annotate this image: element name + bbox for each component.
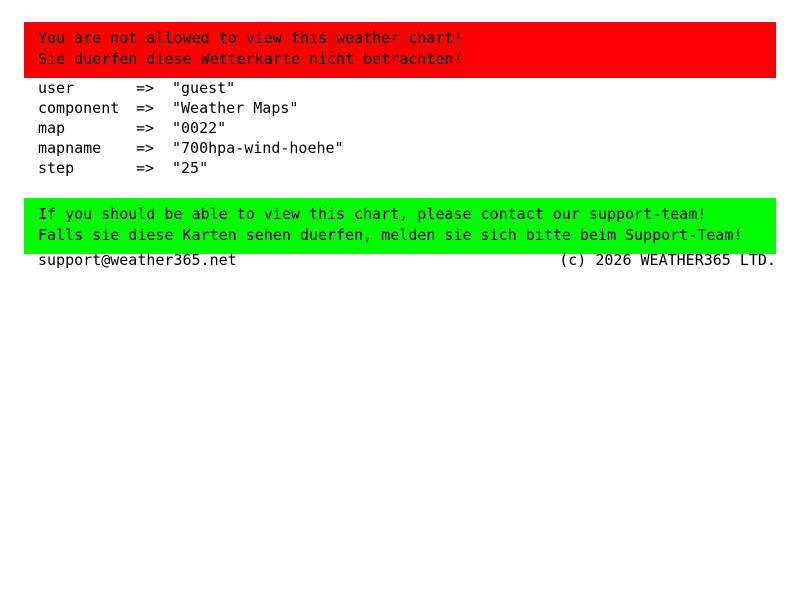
- error-banner-line-de: Sie duerfen diese Wetterkarte nicht betrachten!: [38, 50, 463, 68]
- param-key: mapname: [38, 139, 102, 157]
- param-value: "0022": [172, 119, 227, 137]
- param-arrow: =>: [136, 159, 155, 177]
- parameter-list: [38, 78, 344, 178]
- param-key: component: [38, 99, 120, 117]
- error-banner-line-en: You are not allowed to view this weather chart!: [38, 29, 463, 47]
- param-key: user: [38, 79, 75, 97]
- support-banner-line-en: If you should be able to view this chart, please contact our support-team!: [38, 205, 707, 223]
- param-arrow: =>: [136, 119, 155, 137]
- copyright-text: (c) 2026 WEATHER365 LTD.: [559, 251, 776, 269]
- param-arrow: =>: [136, 99, 155, 117]
- support-banner: [24, 198, 776, 254]
- param-value: "700hpa-wind-hoehe": [172, 139, 344, 157]
- support-banner-line-de: Falls sie diese Karten sehen duerfen, melden sie sich bitte beim Support-Team!: [38, 226, 743, 244]
- error-banner: [24, 22, 776, 78]
- table-row: [38, 98, 344, 118]
- param-arrow: =>: [136, 79, 155, 97]
- param-value: "guest": [172, 79, 236, 97]
- param-value: "Weather Maps": [172, 99, 299, 117]
- param-key: step: [38, 159, 75, 177]
- table-row: [38, 78, 344, 98]
- table-row: [38, 118, 344, 138]
- support-email-link[interactable]: support@weather365.net: [38, 251, 237, 269]
- table-row: [38, 158, 344, 178]
- param-value: "25": [172, 159, 209, 177]
- table-row: [38, 138, 344, 158]
- param-arrow: =>: [136, 139, 155, 157]
- param-key: map: [38, 119, 66, 137]
- footer: [38, 250, 776, 270]
